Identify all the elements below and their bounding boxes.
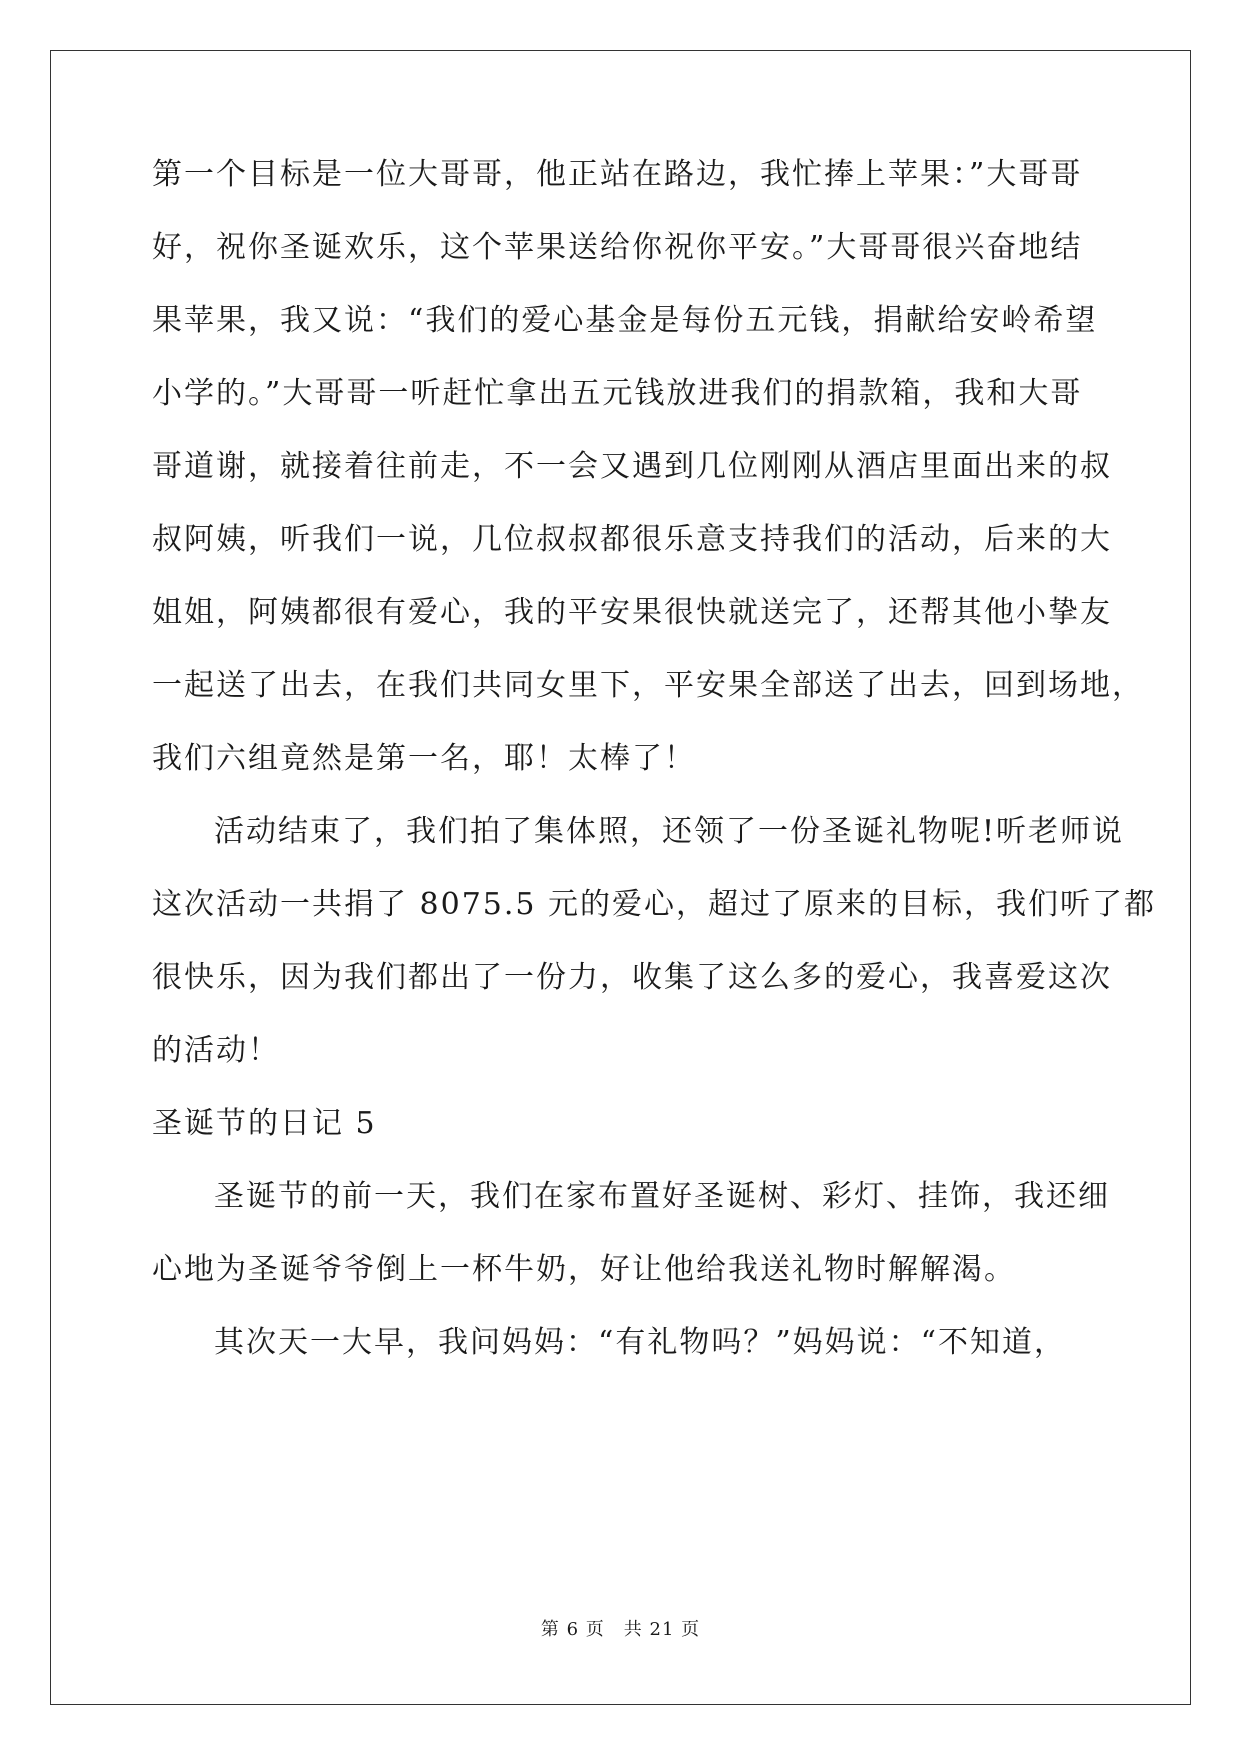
text-line: 很快乐，因为我们都出了一份力，收集了这么多的爱心，我喜爱这次: [152, 960, 1112, 995]
text-line: 叔阿姨，听我们一说，几位叔叔都很乐意支持我们的活动，后来的大: [152, 522, 1112, 557]
text-line: 我们六组竟然是第一名，耶！太棒了！: [152, 741, 696, 776]
text-line: 这次活动一共捐了 8075.5 元的爱心，超过了原来的目标，我们听了都: [152, 887, 1157, 922]
text-line: 好，祝你圣诞欢乐，这个苹果送给你祝你平安。”大哥哥很兴奋地结: [152, 230, 1083, 265]
paragraph-first-line: 其次天一大早，我问妈妈：“有礼物吗？”妈妈说：“不知道，: [214, 1325, 1067, 1360]
text-line: 小学的。”大哥哥一听赶忙拿出五元钱放进我们的捐款箱，我和大哥: [152, 376, 1083, 411]
text-line: 果苹果，我又说：“我们的爱心基金是每份五元钱，捐献给安岭希望: [152, 303, 1098, 338]
section-heading: 圣诞节的日记 5: [152, 1106, 377, 1141]
page-number: 第 6 页 共 21 页: [540, 1619, 701, 1640]
text-line: 姐姐，阿姨都很有爱心，我的平安果很快就送完了，还帮其他小挚友: [152, 595, 1112, 630]
text-line: 的活动！: [152, 1033, 280, 1068]
text-line: 一起送了出去，在我们共同女里下，平安果全部送了出去，回到场地，: [152, 668, 1144, 703]
paragraph-first-line: 活动结束了，我们拍了集体照，还领了一份圣诞礼物呢!听老师说: [214, 814, 1125, 849]
text-line: 心地为圣诞爷爷倒上一杯牛奶，好让他给我送礼物时解解渴。: [152, 1252, 1016, 1287]
paragraph-first-line: 圣诞节的前一天，我们在家布置好圣诞树、彩灯、挂饰，我还细: [214, 1179, 1110, 1214]
text-line: 哥道谢，就接着往前走，不一会又遇到几位刚刚从酒店里面出来的叔: [152, 449, 1112, 484]
text-line: 第一个目标是一位大哥哥，他正站在路边，我忙捧上苹果：”大哥哥: [152, 157, 1083, 192]
